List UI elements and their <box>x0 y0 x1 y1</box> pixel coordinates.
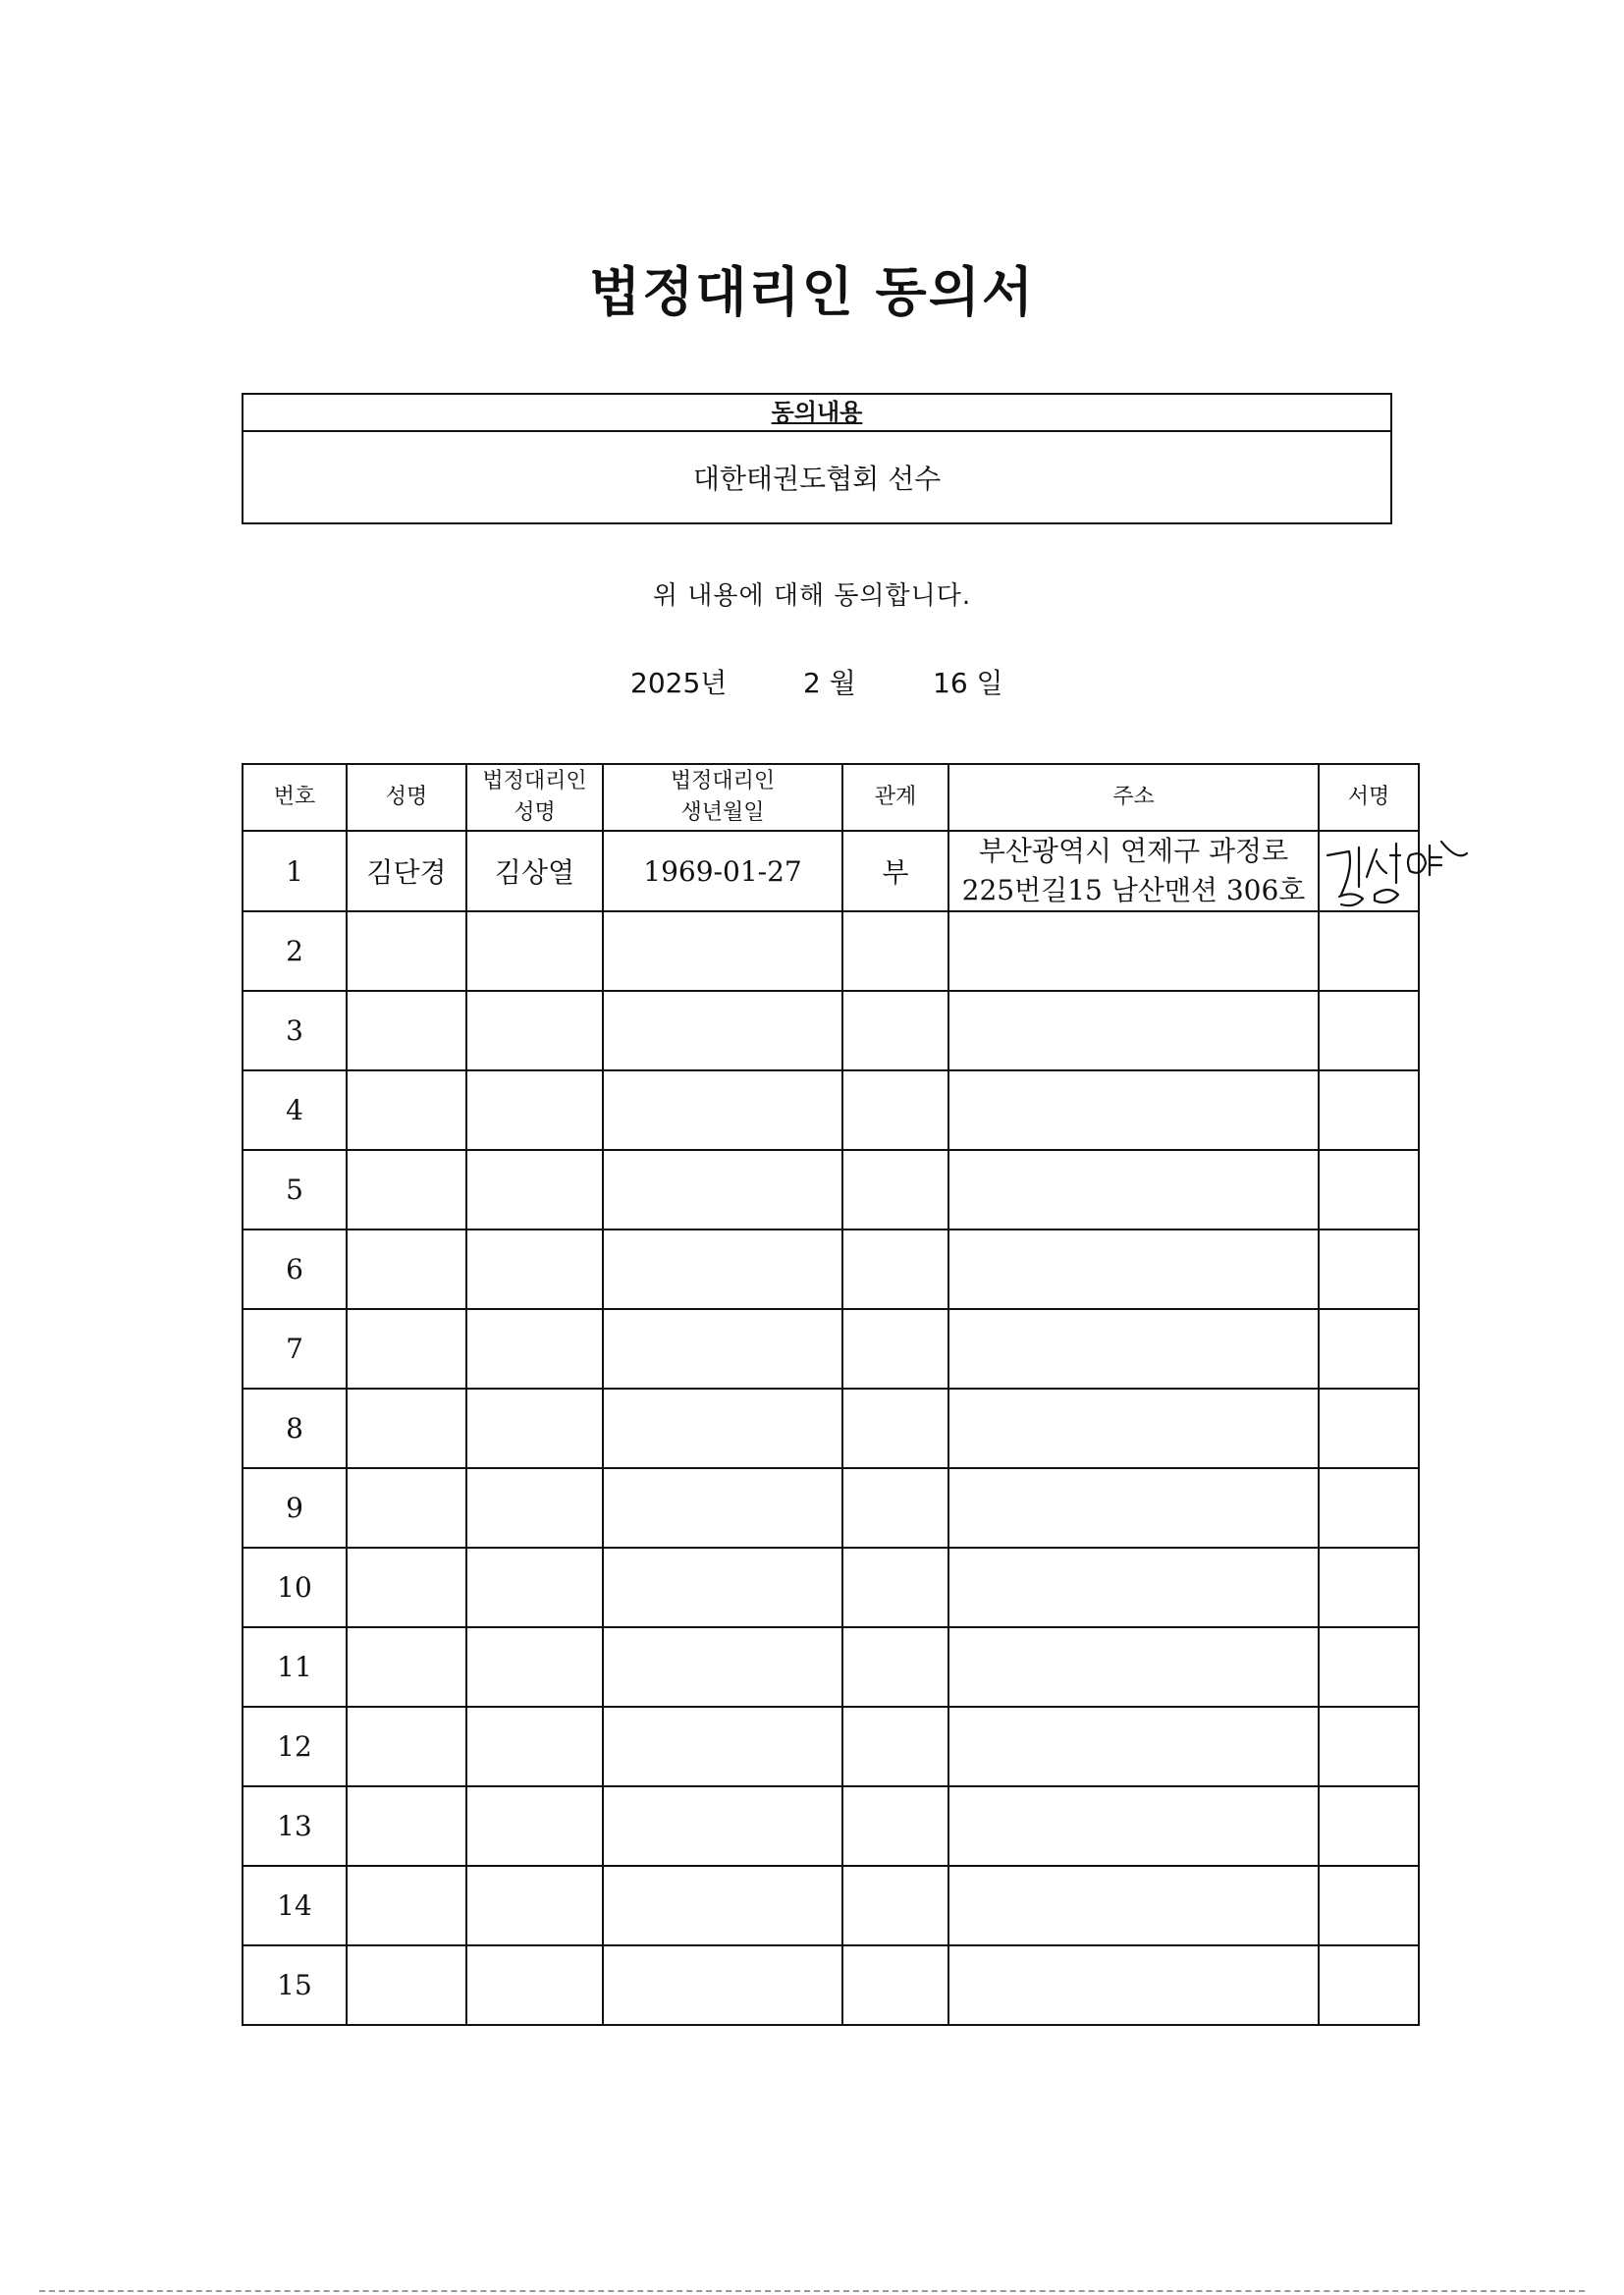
guardian-name-cell <box>466 1309 603 1389</box>
row-number-cell: 11 <box>243 1627 347 1707</box>
guardian-name-cell <box>466 1150 603 1229</box>
relation-cell <box>842 991 948 1070</box>
table-row <box>243 1786 1419 1866</box>
header-name: 성명 <box>347 764 466 831</box>
address-cell <box>948 1229 1319 1309</box>
student-name-cell <box>347 1150 466 1229</box>
address-line-1: 부산광역시 연제구 과정로 <box>978 835 1289 867</box>
row-number-cell: 3 <box>243 991 347 1070</box>
guardian-birthdate-cell <box>603 1309 842 1389</box>
row-number-cell: 2 <box>243 911 347 991</box>
address-cell <box>948 1627 1319 1707</box>
relation-cell <box>842 1707 948 1786</box>
table-row <box>243 1707 1419 1786</box>
guardian-birthdate-cell <box>603 1627 842 1707</box>
table-row <box>243 991 1419 1070</box>
signature-cell <box>1319 1707 1419 1786</box>
address-cell <box>948 1309 1319 1389</box>
table-header-row <box>243 764 1419 831</box>
relation-cell <box>842 1150 948 1229</box>
guardian-birthdate-cell: 1969-01-27 <box>603 831 842 911</box>
signature-cell <box>1319 1786 1419 1866</box>
guardian-name-cell <box>466 1866 603 1945</box>
student-name-cell <box>347 1786 466 1866</box>
student-name-cell <box>347 1627 466 1707</box>
address-cell <box>948 1468 1319 1548</box>
guardian-birthdate-cell <box>603 991 842 1070</box>
signature-cell <box>1319 1468 1419 1548</box>
date-day: 16 일 <box>933 667 1003 699</box>
date-year: 2025년 <box>630 667 728 699</box>
address-cell <box>948 1707 1319 1786</box>
relation-cell <box>842 1866 948 1945</box>
relation-cell <box>842 1309 948 1389</box>
guardian-name-cell <box>466 911 603 991</box>
relation-cell <box>842 911 948 991</box>
row-number-cell: 1 <box>243 831 347 911</box>
student-name-cell <box>347 1945 466 2025</box>
header-signature: 서명 <box>1319 764 1419 831</box>
guardian-name-cell <box>466 1389 603 1468</box>
guardian-birthdate-cell <box>603 1707 842 1786</box>
address-cell <box>948 1389 1319 1468</box>
student-name-cell <box>347 1309 466 1389</box>
header-no: 번호 <box>243 764 347 831</box>
signature-cell <box>1319 911 1419 991</box>
table-row <box>243 1309 1419 1389</box>
guardian-name-cell <box>466 1070 603 1150</box>
guardian-name-cell <box>466 1468 603 1548</box>
consent-header: 동의내용 <box>244 395 1390 432</box>
relation-cell <box>842 1229 948 1309</box>
table-row <box>243 1945 1419 2025</box>
row-number-cell: 14 <box>243 1866 347 1945</box>
row-number-cell: 6 <box>243 1229 347 1309</box>
guardian-name-cell <box>466 1229 603 1309</box>
guardian-birthdate-cell <box>603 1548 842 1627</box>
guardian-birthdate-cell <box>603 1389 842 1468</box>
row-number-cell: 12 <box>243 1707 347 1786</box>
signature-cell <box>1319 1548 1419 1627</box>
guardian-birthdate-cell <box>603 1150 842 1229</box>
row-number-cell: 7 <box>243 1309 347 1389</box>
relation-cell <box>842 1627 948 1707</box>
header-guardian-name: 법정대리인 성명 <box>466 764 603 831</box>
relation-cell <box>842 1945 948 2025</box>
address-cell <box>948 1945 1319 2025</box>
table-row <box>243 831 1419 911</box>
signature-cell <box>1319 1070 1419 1150</box>
signature-cell <box>1319 831 1419 911</box>
table-row <box>243 1627 1419 1707</box>
signature-cell <box>1319 1945 1419 2025</box>
guardian-birthdate-cell <box>603 1786 842 1866</box>
relation-cell <box>842 1786 948 1866</box>
relation-cell <box>842 1070 948 1150</box>
guardian-birthdate-cell <box>603 911 842 991</box>
table-row <box>243 1389 1419 1468</box>
address-cell <box>948 911 1319 991</box>
document-title: 법정대리인 동의서 <box>588 261 1036 323</box>
agreement-statement: 위 내용에 대해 동의합니다. <box>652 581 972 611</box>
guardian-birthdate-cell <box>603 1070 842 1150</box>
student-name-cell <box>347 1070 466 1150</box>
guardian-name-cell <box>466 1548 603 1627</box>
guardian-name-cell <box>466 991 603 1070</box>
address-cell <box>948 1150 1319 1229</box>
student-name-cell: 김단경 <box>347 831 466 911</box>
handwritten-signature <box>1320 826 1477 914</box>
row-number-cell: 10 <box>243 1548 347 1627</box>
signature-cell <box>1319 1150 1419 1229</box>
table-row <box>243 1150 1419 1229</box>
student-name-cell <box>347 1468 466 1548</box>
relation-cell <box>842 1548 948 1627</box>
address-line-2: 225번길15 남산맨션 306호 <box>961 874 1306 906</box>
row-number-cell: 15 <box>243 1945 347 2025</box>
relation-cell <box>842 1389 948 1468</box>
guardian-birthdate-cell <box>603 1945 842 2025</box>
address-cell <box>948 991 1319 1070</box>
address-cell <box>948 1786 1319 1866</box>
signature-cell <box>1319 1309 1419 1389</box>
guardian-birthdate-cell <box>603 1229 842 1309</box>
guardian-name-cell <box>466 1627 603 1707</box>
guardian-birthdate-cell <box>603 1866 842 1945</box>
table-row <box>243 1468 1419 1548</box>
signature-cell <box>1319 1229 1419 1309</box>
signature-cell <box>1319 1627 1419 1707</box>
header-relation: 관계 <box>842 764 948 831</box>
address-cell <box>948 831 1319 911</box>
signature-cell <box>1319 1389 1419 1468</box>
address-cell <box>948 1070 1319 1150</box>
relation-cell: 부 <box>842 831 948 911</box>
guardian-name-cell <box>466 1707 603 1786</box>
date-month: 2 월 <box>803 667 856 699</box>
consent-content: 대한태권도협회 선수 <box>692 463 942 495</box>
student-name-cell <box>347 1866 466 1945</box>
consent-box <box>242 393 1392 524</box>
signature-cell <box>1319 991 1419 1070</box>
guardian-consent-table <box>242 763 1420 2026</box>
student-name-cell <box>347 1229 466 1309</box>
row-number-cell: 9 <box>243 1468 347 1548</box>
guardian-birthdate-cell <box>603 1468 842 1548</box>
student-name-cell <box>347 1548 466 1627</box>
header-guardian-birth: 법정대리인 생년월일 <box>603 764 842 831</box>
address-cell <box>948 1548 1319 1627</box>
guardian-name-cell: 김상열 <box>466 831 603 911</box>
table-row <box>243 1229 1419 1309</box>
table-row <box>243 911 1419 991</box>
row-number-cell: 8 <box>243 1389 347 1468</box>
address-cell <box>948 1866 1319 1945</box>
student-name-cell <box>347 911 466 991</box>
signature-cell <box>1319 1866 1419 1945</box>
row-number-cell: 5 <box>243 1150 347 1229</box>
student-name-cell <box>347 1389 466 1468</box>
student-name-cell <box>347 1707 466 1786</box>
header-address: 주소 <box>948 764 1319 831</box>
relation-cell <box>842 1468 948 1548</box>
scan-edge-line <box>39 2290 1585 2292</box>
guardian-name-cell <box>466 1945 603 2025</box>
student-name-cell <box>347 991 466 1070</box>
row-number-cell: 4 <box>243 1070 347 1150</box>
row-number-cell: 13 <box>243 1786 347 1866</box>
table-row <box>243 1070 1419 1150</box>
table-row <box>243 1548 1419 1627</box>
table-row <box>243 1866 1419 1945</box>
guardian-name-cell <box>466 1786 603 1866</box>
